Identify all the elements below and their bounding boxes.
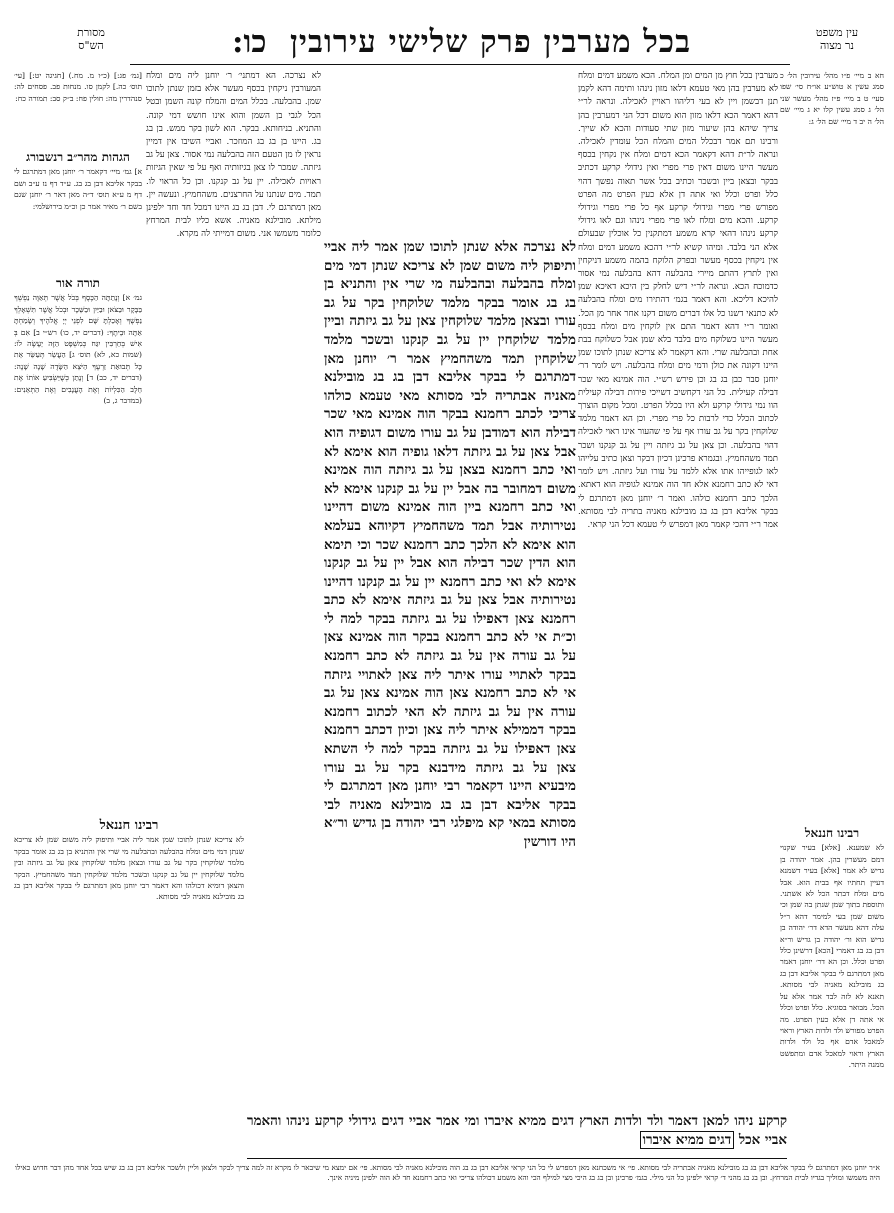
ein-mishpat-heading: עין משפט נר מצוה xyxy=(815,26,859,52)
rabbenu-right-column xyxy=(780,826,884,1156)
rabbenu-right-title: רבינו חננאל xyxy=(804,826,860,840)
tosafot-text: מערבין בכל חוץ מן המים ומן המלח. הכא משמע דמים ומלח לא מערבין בהן מאי טעמא דלאו מזון נינהו ותימה דהא לקמן תנן דבשמן ויין לא בעי דליהוו ראויין לאכילה. ונראה לר״י דהא דאמר הכא דלאו מזון הוא משום דכל הני דמערבין בהן צריך שיהא בהן שיעור מזון שתי סעודות והכא לא שייך. ורבינו תם אמר דבכלל המים והמלח הכל עומדין לאכילה. ונראה לר״ת דהא דקאמר הכא דמים ומלח אין נקחין בכסף מעשר היינו משום דאין פרי מפרי ואין גידולי קרקע דכתיב בבקר ובצאן ביין ובשכר וכתיב בכל אשר תאוה נפשך דהוי כלל ופרט וכלל ואי אתה דן אלא כעין הפרט מה הפרט מפורש פרי מפרי וגידולי קרקע אף כל פרי מפרי וגידולי קרקע. והכא מים ומלח לאו פרי מפרי נינהו וגם לאו גידולי קרקע נינהו דהאי קרא משמע דמתקנין כל אוכלין שבעולם אלא הני בלבד. ומיהו קשיא לר״י דהכא משמע דמים ומלח אין ניקחין בכסף מעשר ובפרק הלוקח בהמה משמע דניקחין ואין לתרץ דהתם מיירי בהבלעה דהא בהבלעה נמי אסור כדמוכח הכא. ונראה לר״י דיש לחלק בין היכא דאיכא שמן להיכא דליכא. והא דאמר בגמ׳ דהתירו מים ומלח בהבלעה לא כתנאי דשנו כל אלו דברים משום דקנו אחר אחר מן הכל. ואומר ר״י דהא דאמר התם אין לוקחין מים ומלח בכסף מעשר היינו כשלוקח מים בלבד בלא שמן אבל כשלוקח בבת אחת ובהבלעה שרי. והא דקאמר לא צריכא שנתן לתוכו שמן היינו דקונה את כולן ודמי מים ומלח בהבלעה. ויש לומר דר׳ יוחנן סבר כבן בג בג וכן פירש רש״י. הוה אמינא מאי שכר דבילה קעילית. כל הני דקחשיב דשייכי פירות דבילה קעילית הוו נמי גידולי קרקע ולא היו בכלל הפרט. ומכל מקום הוצרך לכתוב הכלל כדי לרבות כל פרי מפרי. וכן הא דאמר מלמד שלוקחין בקר על גב עורו אף על פי שהעור אינו ראוי לאכילה דהוי בהבלעה. וכן צאן על גב גיזתה ויין על גב קנקנו ושכר תמד משהחמיץ. ובגמרא פרכינן דכיון דבקר וצאן כתיב עלייהו לאו לגופייהו אתו אלא ללמד על עורו ועל גיזתה. ויש לומר דאי לא כתב רחמנא אלא חד הוה אמינא לגופיה הוא דאתא. הלכך כתב רחמנא כולהו. ואמר ר׳ יוחנן מאן דמתרגם לי בבקר אליבא דבן בג בג מובילנא מאניה בתריה לבי מסותא. אמר ר״י דהכי קאמר מאן דמפרש לי טעמא דכל הני קראי. xyxy=(578,71,778,530)
mesoret-heading: מסורת הש"ס xyxy=(77,26,105,52)
gemara-column xyxy=(324,238,576,1102)
torah-or-title: תורה אור xyxy=(55,276,101,290)
boxed-words: דגים ממיא איברו xyxy=(640,1131,735,1149)
header-rule xyxy=(130,64,790,65)
hagahot-column xyxy=(14,150,142,260)
ein-mishpat-entries: חא ב מיי׳ פ״ו מהל׳ עירובין הל׳ כ סמג עשין א טוש״ע או״ח סי׳ שפו סעי׳ ט ב מיי׳ פ״ז מהל׳ מעשר שני הל׳ ג סמג עשין קלו יא ג מיי׳ שם הל׳ ה יב ד מיי׳ שם הל׳ ג: xyxy=(780,71,884,126)
rashi-text: לא נצרכה. הא דמתני׳ ר׳ יוחנן ליה מים ומלח המעורבין ניקחין בכסף מעשר אלא בזמן שנתן לתוכו שמן. בהבלעה. בכלל המים והמלח קונה השמן ובטל הכל לגבי בן השמן והוא אינו חושש דמי קונה. והתניא. בניחותא. בבקר. הוא לשון בקר ממש. בן בג בג. היינו בן בג בג המוזכר. ואביי השיבו אין דמיין נראין לו מן הטעם הזה בהבלעה נמי אסור. צאן על גב גיזתה. שמכר לו צאן בגיזותיה ואף על פי שאין הגיזות ראויות לאכילה. יין על גב קנקנו. וכן כל הראוי לו. תמד. מים שנתנו על החרצנים. משהחמיץ. ונעשה יין. מאן דמתרגם לי. דבן בג בג היינו דמכל חד וחד ילפינן מילתא. מובילנא מאניה. אשא כליו לבית המרחץ כלומר משמשו אני. משום דמייתי לה מקרא. xyxy=(146,71,321,240)
page-title: בכל מערבין פרק שלישי עירובין xyxy=(290,24,692,60)
footnote-text: א״ר יוחנן מאן דמתרגם לי בבקר אליבא דבן בג בג מובילנא מאניה אבתריה לבי מסותא. פי׳ אי משכחנא מאן דמפרש לי כל הני קראי אליבא דבן בג בג הוה מובילנא מאניה לבי מסותא. פי׳ אם ימצא מי שיבאר לו מקרא זה למה צריך לבקר ולצאן וליין ולשכר אליבא דבן בג בג שיש בכל אחד מהן דבר חדוש כאילו היה משמשו ומוליך בגדיו לבית המרחץ. ובן בג בג מהני ד׳ קראי ילפינן כל הני מילי. בגמ׳ פרכינן ובן בג בג היכי מצי למילף הכי והא משמע דכולהו צריכי ואי כתב רחמנא חד לא הוה ילפינן מיניה אינך. xyxy=(15,1163,880,1182)
gemara-closing-line xyxy=(247,1112,787,1149)
folio-number: כו: xyxy=(232,24,267,60)
hagahot-text: א] גמ׳ מיי׳ דקאמר ר׳ יוחנן מאן דמתרגם לי בבקר אליבא דבן בג בג. ע״ד דף נז ע״ב ושם דף מ ע״א תוס׳ ד״ה מאן דאר ר׳ יוחנן שגם בשם ר׳ מאיר אמר כן וכ״מ בירושלמי: xyxy=(14,167,142,211)
page-header xyxy=(0,18,894,68)
rabbenu-text: לא צריכא שנתן לתוכו שמן אמר ליה אביי ותיפוק ליה משום שמן לא צריכא שנתן דמי מים ומלח בהבלעה ובהבלעה מי שרי אין והתניא בן בג בג אומר בבקר מלמד שלוקחין בקר על גב עורו ובצאן מלמד שלוקחין צאן על גב גיזתה ובין מלמד שלוקחין יין על גב קנקנו ובשכר מלמד שלוקחין תמד משהחמיץ. הבקר והצאן דומיא דכולהו והא דאמר רבי יוחנן מאן דמתרגם לי בבקר אליבא דבן בג בג מובילנא מאניה לבי מסותא. xyxy=(14,835,244,902)
tosafot-column xyxy=(578,70,778,1106)
rabbenu-right-text: לא שמענא. [אלא] בעיר שקנוי דמם מעשרין בהן. אמר יהודה בן גדיש לא אמר [אלא] בעיר דשמנא דעיין תחתיו אף בבית הוא. אבל מים ומלח דבתר הכל לא אשתני. ותוספת בתוך שמן שנתן בה שמן וכי משום שמן בעי למימר דהא ר״ל עלה דהא מעשר הדא דר׳ יהודה בן גדיש הוא ור׳ יהודה בן גדיש ור״א דבן בג בג דאמרי [הכא] דרשינן כלל ופרט וכלל. וכן הא דר׳ יוחנן דאמר מאן דמתרגם לי בבקר אליבא דבן בג בג מובילנא מאניה לבי מסותא. תאנא לא לזה לבד אמר אלא על הכל. מבואר בסוגיא. כלל ופרט וכלל אי אתה דן אלא כעין הפרט. מה הפרט מפורש ולד ולדות הארץ וראוי למאכל אדם אף כל ולד ולדות הארץ וראוי למאכל אדם ומתפשט ממנה היתר. xyxy=(780,843,884,1070)
rabbenu-title: רבינו חננאל xyxy=(99,818,159,833)
gemara-closing-text: קרקע ניהו למאן דאמר ולד ולדות הארץ דגים ממיא איברו ומי אמר אביי דגים גידולי קרקע נינהו והאמר אביי אכל xyxy=(247,1113,787,1148)
torah-or-column xyxy=(14,276,142,636)
mesoret-entries: [גמ׳ פג:] (כ״ו מ. מח.) [חגיגה יט:] [עי׳ תוס׳ כה.] לקמן סו. מנחות פב. פסחים לה: סנהדרין מה: חולין פח: ב״ק סב: תמורה כח: xyxy=(14,71,142,103)
mesoret-column xyxy=(14,70,142,140)
torah-or-text: גמ׳ א] וְנָתַתָּה הַכֶּסֶף בְּכֹל אֲשֶׁר תְּאַוֶּה נַפְשְׁךָ בַּבָּקָר וּבַצֹּאן וּבַיַּיִן וּבַשֵּׁכָר וּבְכֹל אֲשֶׁר תִּשְׁאָלְךָ נַפְשֶׁךָ וְאָכַלְתָּ שָּׁם לִפְנֵי יְיָ אֱלֹהֶיךָ וְשָׂמַחְתָּ אַתָּה וּבֵיתֶךָ: (דברים יד, כו) רש״י ב] אִם בְּ אִישׁ בְּחַרְבִּין יִגַּח כְּמִשְׁפָּט הַזֶּה יֵעָשֶׂה לוֹ: (שמות כא, לא) תוס׳ ג] הַעֲשֵׂר תְּעַשֵּׂר אֵת כָּל תְּבוּאַת זַרְעֶךָ הַיֹּצֵא הַשָּׂדֶה שָׁנָה שָׁנָה: (דברים יד, כב) ד] וְנָתַן כְּשֶׁיַּשְׂבִּיעַ אוֹתוֹ אֶת חֵלֶב הַכִּלְיוֹת וְאֶת הָעֲנָבִים וְאֶת הַתְּאֵנִים: (במדבר ג, ב) xyxy=(14,293,142,406)
gemara-text: לא נצרכה אלא שנתן לתוכו שמן אמר ליה אביי ותיפוק ליה משום שמן לא צריכא שנתן דמי מים ומלח בהבלעה ובהבלעה מי שרי אין והתניא בן בג בג אומר בבקר מלמד שלוקחין בקר על גב עורו ובצאן מלמד שלוקחין צאן על גב גיזתה וביין מלמד שלוקחין יין על גב קנקנו ובשכר מלמד שלוקחין תמד משהחמיץ אמר ר׳ יוחנן מאן דמתרגם לי בבקר אליבא דבן בג בג מובילנא מאניה אבתריה לבי מסותא מאי טעמא כולהו צריכי לכתב רחמנא בבקר הוה אמינא מאי שכר דבילה הוא דמודבן על גב עורו משום דגופיה הוא אבל צאן על גב גיזתה דלאו גופיה הוא אימא לא ואי כתב רחמנא בצאן על גב גיזתה הוה אמינא משום דמחובר בה אבל יין על גב קנקנו אימא לא ואי כתב רחמנא ביין הוה אמינא משום דהיינו נטירותיה אבל תמד משהחמיץ דקיוהא בעלמא הוא אימא לא הלכך כתב רחמנא שכר וכי תימא הוא הדין שכר דבילה הוא אבל יין על גב קנקנו אימא לא ואי כתב רחמנא יין על גב קנקנו דהיינו נטירותיה אבל צאן על גב גיזתה אימא לא כתב רחמנא צאן דאפילו על גב גיזתה בבקר למה לי וכ״ת אי לא כתב רחמנא בבקר הוה אמינא צאן על גב עורה אין על גב גיזתה לא כתב רחמנא בבקר לאתויי עורו איתר ליה צאן לאתויי גיזתה אי לא כתב רחמנא צאן הוה אמינא צאן על גב עורה אין על גב גיזתה לא האי לכתוב רחמנא בבקר דממילא איתר ליה צאן וכיון דכתב רחמנא צאן דאפילו על גב גיזתה בבקר למה לי השתא צאן על גב גיזתה מידבנא בקר על גב עורו מיבעיא היינו דקאמר רבי יוחנן מאן דמתרגם לי בבקר אליבא דבן בג בג מובילנא מאניה לבי מסותא במאי קא מיפלגי רבי יהודה בן גדיש ור״א היו דורשין xyxy=(324,239,576,850)
hagahot-title: הגהות מהר״ב רנשבורג xyxy=(26,150,130,164)
footnote-rule xyxy=(247,1158,787,1159)
ein-mishpat-column xyxy=(780,70,884,160)
rabbenu-column xyxy=(14,818,244,1152)
